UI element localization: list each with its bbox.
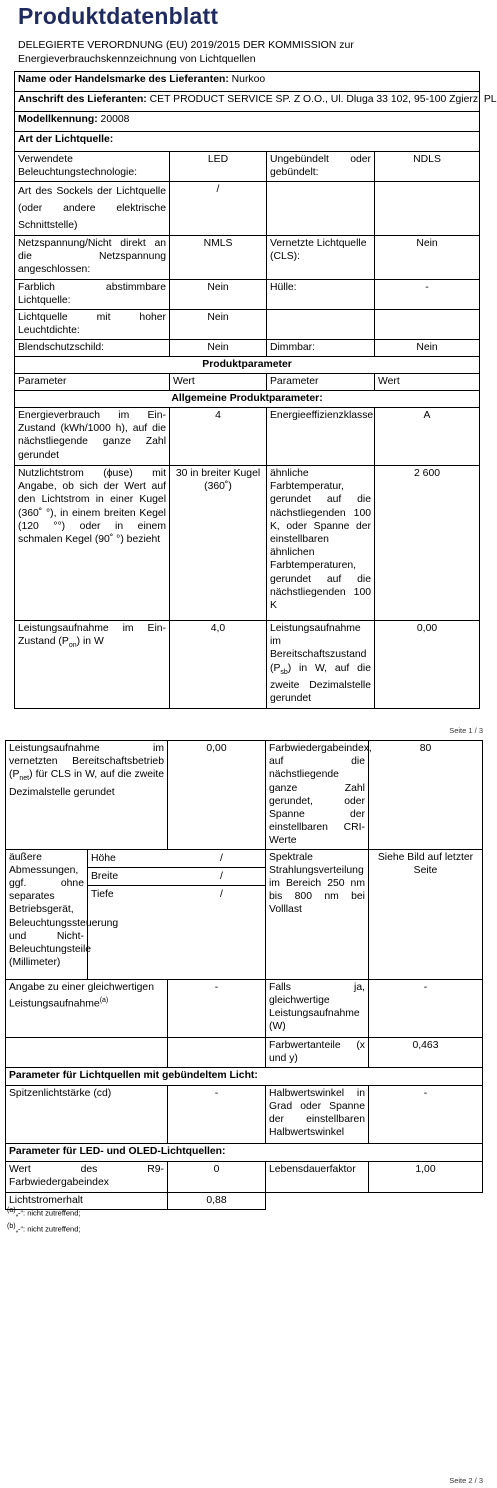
high-luminance-label: Lichtquelle mit hoher Leuchtdichte: bbox=[15, 310, 170, 340]
col-header-param: Parameter bbox=[15, 374, 170, 391]
footnote-b: $^{(b)}$„-“: nicht zutreffend; bbox=[7, 1222, 81, 1233]
luminous-flux-label: Nutzlichtstrom (ϕuse) mit Angabe, ob sich der Wert auf den Lichtstrom in einer Kugel (360˚ °), in einem breiten Kegel (120 °°) oder in einem schmalen Kegel (90˚ °) bezieht bbox=[15, 466, 170, 621]
socket-value: / bbox=[170, 182, 267, 236]
envelope-label: Hülle: bbox=[267, 280, 375, 310]
cct-label: ähnliche Farbtemperatur, gerundet auf die nächstliegenden 100 K, oder Spanne der einstellbaren ähnlichen Farbtemperaturen, gerundet auf die nächstliegenden 100 K bbox=[267, 466, 375, 621]
standby-power-label: Leistungsaufnahme im Bereitschaftszustand $(P_{sb})$ in W, auf die zweite Dezimalstelle gerundet bbox=[267, 621, 375, 709]
directional-label: Ungebündelt oder gebündelt: bbox=[267, 152, 375, 182]
chromaticity-label: Farbwertanteile (x und y) bbox=[266, 1037, 369, 1067]
peak-intensity-label: Spitzenlichtstärke (cd) bbox=[6, 1085, 168, 1143]
mains-label: Netzspannung/Nicht direkt an die Netzspannung angeschlossen: bbox=[15, 236, 170, 280]
datasheet-table-page-1 bbox=[14, 71, 497, 709]
cct-value: 2 600 bbox=[375, 466, 480, 621]
beam-angle-label: Halbwertswinkel in Grad oder Spanne der einstellbaren Halbwertswinkel bbox=[266, 1085, 369, 1143]
dls-params-heading: Parameter für Lichtquellen mit gebündeltem Licht: bbox=[6, 1067, 483, 1085]
cls-label: Vernetzte Lichtquelle (CLS): bbox=[267, 236, 375, 280]
on-mode-power-label: Leistungsaufnahme im Ein-Zustand $(P_{on})$ in W bbox=[15, 621, 170, 709]
colour-tunable-label: Farblich abstimmbare Lichtquelle: bbox=[15, 280, 170, 310]
tech-label: Verwendete Beleuchtungstechnologie: bbox=[15, 152, 170, 182]
supplier-address-row: Anschrift des Lieferanten: CET PRODUCT SERVICE SP. Z O.O., Ul. Dluga 33 102, 95-100 Zgierz, PL bbox=[15, 92, 480, 112]
spectral-label: Spektrale Strahlungsverteilung im Bereich 250 nm bis 800 nm bei Volllast bbox=[266, 849, 369, 979]
depth-row: Tiefe / bbox=[91, 888, 223, 900]
cri-value: 80 bbox=[369, 741, 483, 850]
cls-value: Nein bbox=[375, 236, 480, 280]
product-params-heading: Produktparameter bbox=[15, 357, 480, 374]
height-row: Höhe / bbox=[88, 850, 265, 868]
footnotes bbox=[7, 1204, 80, 1235]
page-number-2: Seite 2 / 3 bbox=[449, 1476, 483, 1485]
energy-class-label: Energieeffizienzklasse bbox=[267, 408, 375, 466]
page-title: Produktdatenblatt bbox=[18, 3, 219, 29]
page-1 bbox=[0, 0, 497, 740]
light-source-heading: Art der Lichtquelle: bbox=[15, 132, 480, 152]
supplier-name-row: Name oder Handelsmarke des Lieferanten: Nurkoo bbox=[15, 72, 480, 92]
page-2 bbox=[0, 740, 487, 1488]
standby-power-value: 0,00 bbox=[375, 621, 480, 709]
equivalent-power-value: - bbox=[168, 979, 266, 1037]
directional-value: NDLS bbox=[375, 152, 480, 182]
page-number-1: Seite 1 / 3 bbox=[449, 726, 483, 735]
equivalent-power-label: Angabe zu einer gleichwertigen Leistungsaufnahme$^{(a)}$ bbox=[6, 979, 168, 1037]
datasheet-table-page-2 bbox=[5, 740, 483, 1210]
on-mode-power-value: 4,0 bbox=[170, 621, 267, 709]
networked-standby-value: 0,00 bbox=[168, 741, 266, 850]
dimensions-label: äußere Abmessungen, ggf. ohne separates Betriebsgerät, Beleuchtungssteuerung und Nicht-Beleuchtungsteile (Millimeter) bbox=[6, 849, 88, 979]
footnote-a: $^{(a)}$„-“: nicht zutreffend; bbox=[7, 1207, 81, 1218]
luminous-flux-value: 30 in breiter Kugel (360˚) bbox=[170, 466, 267, 621]
energy-consumption-value: 4 bbox=[170, 408, 267, 466]
col-header-param-2: Parameter bbox=[267, 374, 375, 391]
cri-label: Farbwiedergabeindex, auf die nächstliegende ganze Zahl gerundet, oder Spanne der einstellbaren CRI-Werte bbox=[266, 741, 369, 850]
envelope-value: - bbox=[375, 280, 480, 310]
model-id-row: Modellkennung: 20008 bbox=[15, 112, 480, 132]
beam-angle-value: - bbox=[369, 1085, 483, 1143]
peak-intensity-value: - bbox=[168, 1085, 266, 1143]
mains-value: NMLS bbox=[170, 236, 267, 280]
glare-label: Blendschutzschild: bbox=[15, 340, 170, 357]
chromaticity-value: 0,463 bbox=[369, 1037, 483, 1067]
energy-consumption-label: Energieverbrauch im Ein-Zustand (kWh/1000 h), auf die nächstliegende ganze Zahl gerundet bbox=[15, 408, 170, 466]
general-params-heading: Allgemeine Produktparameter: bbox=[15, 391, 480, 408]
survival-factor-label: Lebensdauerfaktor bbox=[266, 1161, 369, 1192]
dimmable-label: Dimmbar: bbox=[267, 340, 375, 357]
lumen-maintenance-value: 0,88 bbox=[168, 1192, 266, 1209]
dimensions-values bbox=[88, 849, 266, 979]
dimmable-value: Nein bbox=[375, 340, 480, 357]
led-params-heading: Parameter für LED- und OLED-Lichtquellen: bbox=[6, 1143, 483, 1161]
high-luminance-value: Nein bbox=[170, 310, 267, 340]
col-header-value-2: Wert bbox=[375, 374, 480, 391]
regulation-text: DELEGIERTE VERORDNUNG (EU) 2019/2015 DER KOMMISSION zur Energieverbrauchskennzeichnung von Lichtquellen bbox=[18, 39, 354, 65]
if-yes-power-label: Falls ja, gleichwertige Leistungsaufnahme (W) bbox=[266, 979, 369, 1037]
if-yes-power-value: - bbox=[369, 979, 483, 1037]
col-header-value: Wert bbox=[170, 374, 267, 391]
energy-class-value: A bbox=[375, 408, 480, 466]
lumen-maintenance-label: Lichtstromerhalt bbox=[6, 1192, 168, 1209]
colour-tunable-value: Nein bbox=[170, 280, 267, 310]
survival-factor-value: 1,00 bbox=[369, 1161, 483, 1192]
tech-value: LED bbox=[170, 152, 267, 182]
glare-value: Nein bbox=[170, 340, 267, 357]
r9-value: 0 bbox=[168, 1161, 266, 1192]
networked-standby-label: Leistungsaufnahme im vernetzten Bereitschaftsbetrieb $(P_{net})$ für CLS in W, auf die zweite Dezimalstelle gerundet bbox=[6, 741, 168, 850]
spectral-value: Siehe Bild auf letzter Seite bbox=[369, 849, 483, 979]
r9-label: Wert des R9-Farbwiedergabeindex bbox=[6, 1161, 168, 1192]
socket-label: Art des Sockels der Lichtquelle (oder andere elektrische Schnittstelle) bbox=[15, 182, 170, 236]
width-row: Breite / bbox=[88, 868, 265, 886]
